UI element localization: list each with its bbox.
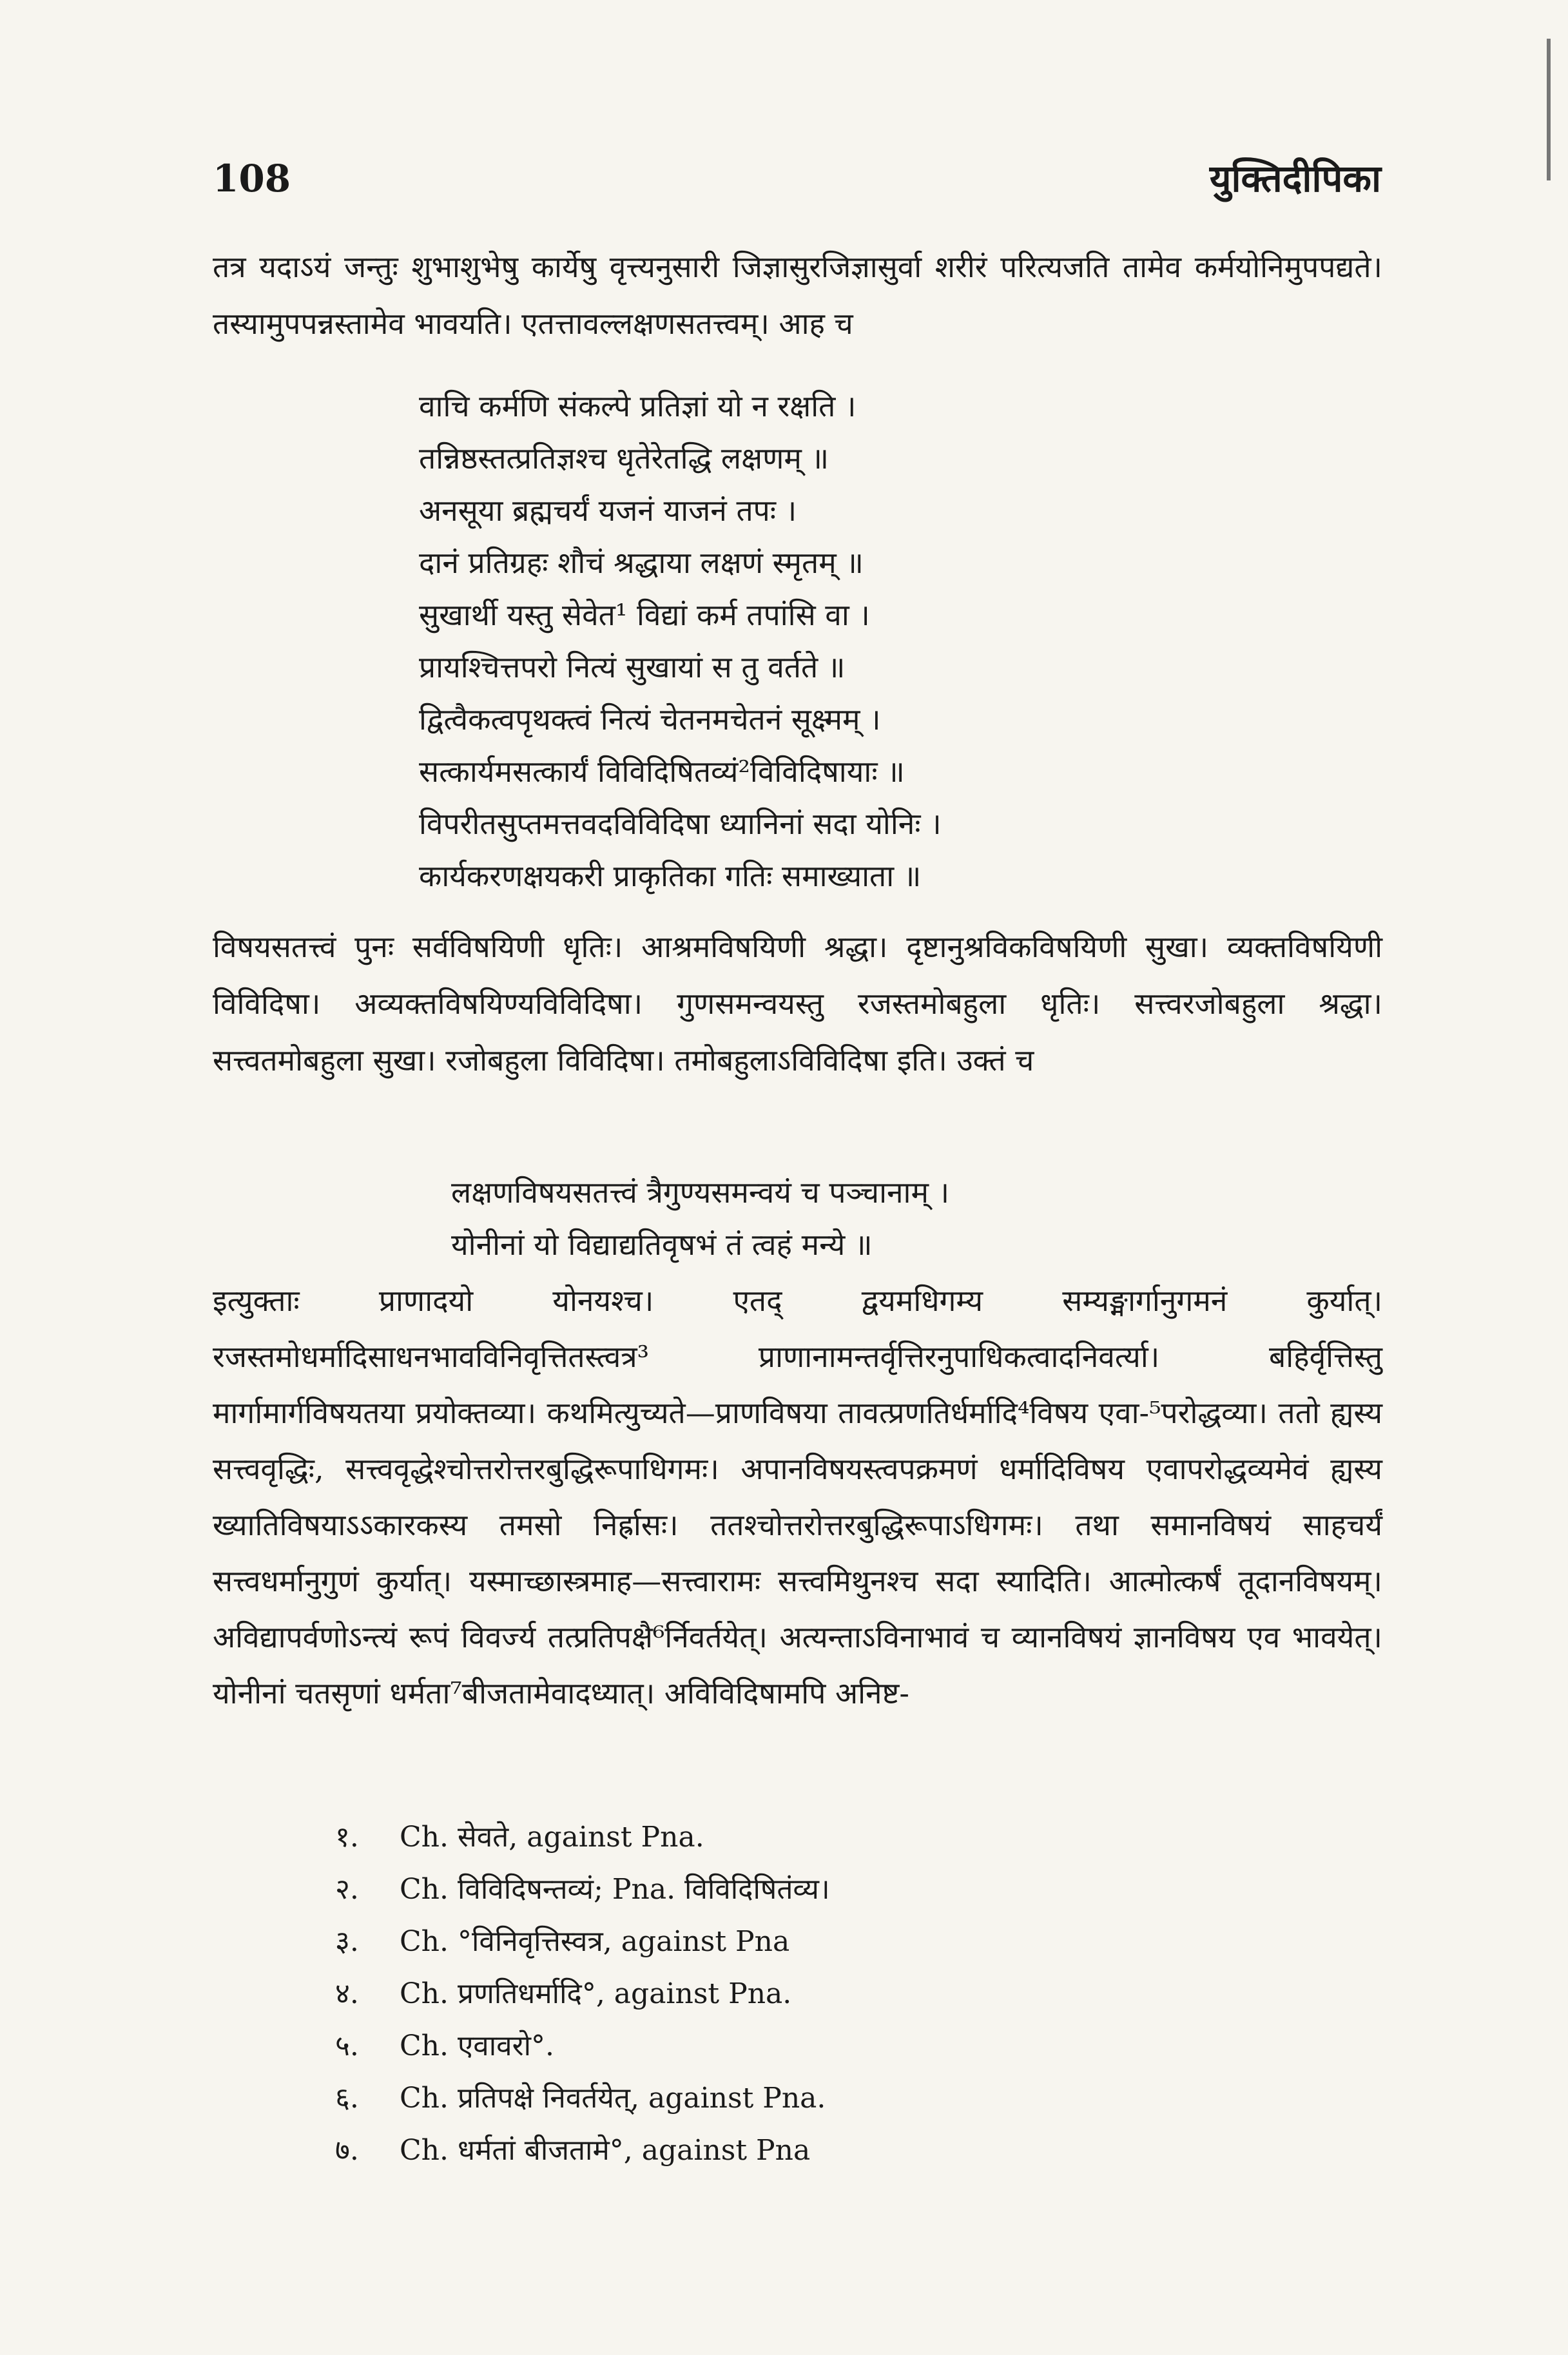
footnote-number: १. — [335, 1821, 359, 1854]
footnote-3 — [335, 1915, 830, 1968]
verse-line: प्रायश्चित्तपरो नित्यं सुखायां स तु वर्तते ॥ — [419, 650, 846, 684]
footnote-number: २. — [335, 1873, 359, 1906]
footnote-text: Ch. एवावरो°. — [400, 2030, 555, 2062]
verse-line: विपरीतसुप्तमत्तवदविविदिषा ध्यानिनां सदा योनिः । — [419, 806, 942, 841]
footnote-text: Ch. धर्मतां बीजतामे°, against Pna — [400, 2134, 811, 2167]
footnote-text: Ch. °विनिवृत्तिस्वत्र, against Pna — [400, 1925, 790, 1958]
footnotes — [335, 1811, 830, 2176]
footnote-number: ७. — [335, 2134, 359, 2167]
footnote-number: ५. — [335, 2030, 359, 2062]
verse-line: वाचि कर्मणि संकल्पे प्रतिज्ञां यो न रक्षति । — [419, 389, 857, 423]
footnote-2 — [335, 1863, 830, 1915]
verse-line: अनसूया ब्रह्मचर्यं यजनं याजनं तपः । — [419, 493, 797, 528]
verse-line: लक्षणविषयसतत्त्वं त्रैगुण्यसमन्वयं च पञ्चानाम् । — [451, 1175, 950, 1210]
footnote-text: Ch. सेवते, against Pna. — [400, 1821, 704, 1854]
verse-line: द्वित्वैकत्वपृथक्त्वं नित्यं चेतनमचेतनं सूक्ष्मम् । — [419, 702, 881, 737]
paragraph-2: विषयसतत्त्वं पुनः सर्वविषयिणी धृतिः। आश्रमविषयिणी श्रद्धा। दृष्टानुश्रविकविषयिणी सुखा। व्यक्तविषयिणी विविदिषा। अव्यक्तविषयिण्यविविदिषा। गुणसमन्वयस्तु रजस्तमोबहुला धृतिः। सत्त्वरजोबहुला श्रद्धा। सत्त्वतमोबहुला सुखा। रजोबहुला विविदिषा। तमोबहुलाऽविविदिषा इति। उक्तं च — [213, 929, 1382, 1078]
verse-line: कार्यकरणक्षयकरी प्राकृतिका गतिः समाख्याता ॥ — [419, 858, 922, 893]
footnote-1 — [335, 1811, 830, 1863]
verse-line: दानं प्रतिग्रहः शौचं श्रद्धाया लक्षणं स्मृतम् ॥ — [419, 545, 864, 580]
scan-edge-mark — [1547, 39, 1551, 180]
footnote-text: Ch. प्रतिपक्षे निवर्तयेत्, against Pna. — [400, 2082, 826, 2115]
footnote-number: ६. — [335, 2082, 359, 2115]
footnote-text: Ch. विविदिषन्तव्यं; Pna. विविदिषितंव्य। — [400, 1873, 830, 1906]
paragraph-1: तत्र यदाऽयं जन्तुः शुभाशुभेषु कार्येषु वृत्त्यनुसारी जिज्ञासुरजिज्ञासुर्वा शरीरं परित्यजति तामेव कर्मयोनिमुपपद्यते। तस्यामुपपन्नस्तामेव भावयति। एतत्तावल्लक्षणसतत्त्वम्। आह च — [213, 249, 1382, 341]
verse-block-1 — [419, 380, 942, 902]
running-title: युक्तिदीपिका — [1209, 157, 1381, 200]
verse-line: योनीनां यो विद्याद्यतिवृषभं तं त्वहं मन्ये ॥ — [451, 1227, 873, 1262]
verse-line: तन्निष्ठस्तत्प्रतिज्ञश्च धृतेरेतद्धि लक्षणम् ॥ — [419, 441, 829, 476]
footnote-number: ३. — [335, 1925, 359, 1958]
verse-line: सत्कार्यमसत्कार्यं विविदिषितव्यं²विविदिषायाः ॥ — [419, 754, 905, 789]
footnote-5 — [335, 2020, 830, 2072]
page-number: 108 — [213, 157, 291, 200]
page-header — [213, 151, 1381, 203]
footnote-6 — [335, 2072, 830, 2124]
footnote-text: Ch. प्रणतिधर्मादि°, against Pna. — [400, 1977, 792, 2010]
footnote-7 — [335, 2124, 830, 2176]
footnote-number: ४. — [335, 1977, 359, 2010]
verse-block-2 — [451, 1167, 949, 1271]
verse-line: सुखार्थी यस्तु सेवेत¹ विद्यां कर्म तपांसि वा । — [419, 597, 870, 632]
paragraph-3: इत्युक्ताः प्राणादयो योनयश्च। एतद् द्वयमधिगम्य सम्यङ्मार्गानुगमनं कुर्यात्। रजस्तमोधर्मादिसाधनभावविनिवृत्तितस्त्वत्र³ प्राणानामन्तर्वृत्तिरनुपाधिकत्वादनिवर्त्या। बहिर्वृत्तिस्तु मार्गामार्गविषयतया प्रयोक्तव्या। कथमित्युच्यते—प्राणविषया तावत्प्रणतिर्धर्मादि⁴विषय एवा-⁵परोद्धव्या। ततो ह्यस्य सत्त्ववृद्धिः, सत्त्ववृद्धेश्चोत्तरोत्तरबुद्धिरूपाधिगमः। अपानविषयस्त्वपक्रमणं धर्मादिविषय एवापरोद्धव्यमेवं ह्यस्य ख्यातिविषयाऽऽकारकस्य तमसो निर्ह्रासः। ततश्चोत्तरोत्तरबुद्धिरूपाऽधिगमः। तथा समानविषयं साहचर्यं सत्त्वधर्मानुगुणं कुर्यात्। यस्माच्छास्त्रमाह—सत्त्वारामः सत्त्वमिथुनश्च सदा स्यादिति। आत्मोत्कर्षं तूदानविषयम्। अविद्यापर्वणोऽन्त्यं रूपं विवर्ज्य तत्प्रतिपक्षै⁶र्निवर्तयेत्। अत्यन्ताऽविनाभावं च व्यानविषयं ज्ञानविषय एव भावयेत्। योनीनां चतसृणां धर्मता⁷बीजतामेवादध्यात्। अविविदिषामपि अनिष्ट- — [213, 1283, 1382, 1711]
footnote-4 — [335, 1968, 830, 2020]
